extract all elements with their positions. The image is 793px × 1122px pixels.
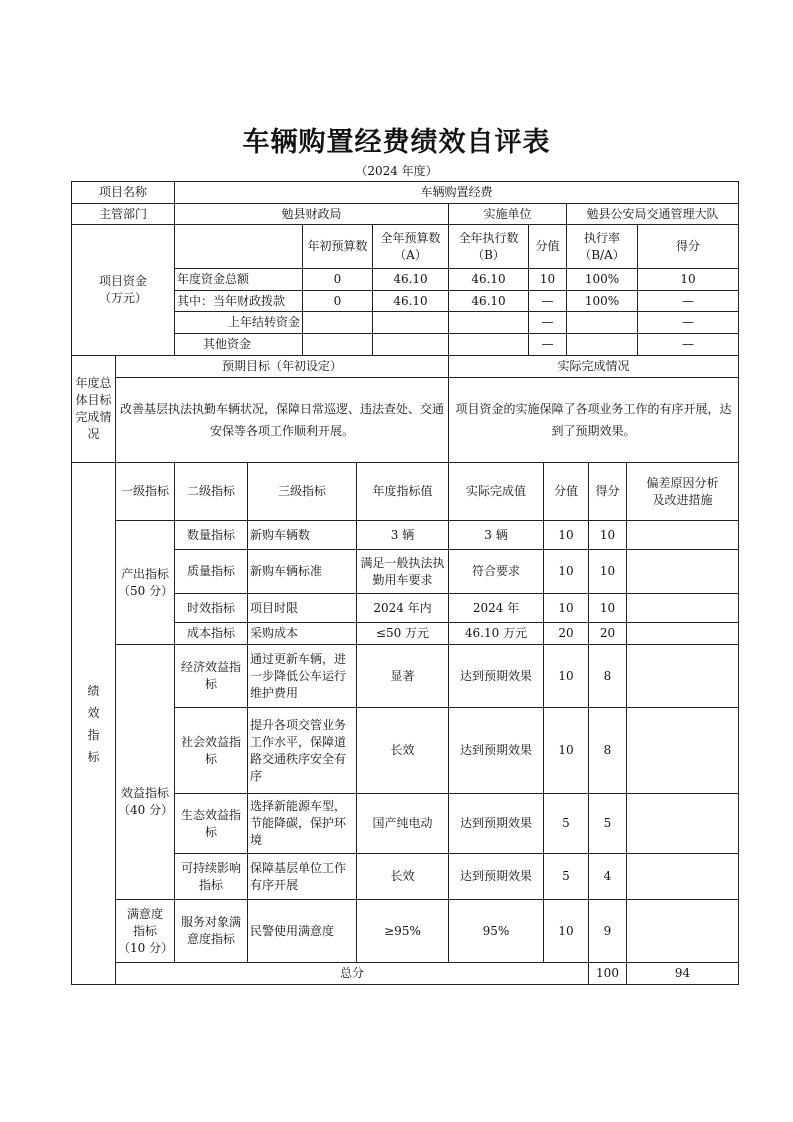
- header-score: 得分: [589, 463, 627, 521]
- funds-row-score: —: [638, 291, 739, 312]
- funds-row-name: 年度资金总额: [175, 269, 303, 291]
- funds-row-initial: 0: [303, 269, 373, 291]
- level3: 项目时限: [248, 594, 357, 623]
- targets-label-line: 体目标: [75, 393, 112, 407]
- header-level2: 二级指标: [175, 463, 248, 521]
- value: 10: [544, 645, 589, 708]
- funds-header-exec: [449, 225, 529, 269]
- deviation: [627, 594, 739, 623]
- funds-header-initial: 年初预算数: [303, 225, 373, 269]
- funds-row-rate: 100%: [567, 269, 638, 291]
- value: 5: [544, 854, 589, 900]
- funds-header-score-value: 分值: [529, 225, 567, 269]
- target: 2024 年内: [357, 594, 449, 623]
- group-output-name: 产出指标: [120, 566, 169, 581]
- target: ≤50 万元: [357, 623, 449, 645]
- table-row: [72, 645, 739, 708]
- funds-header-budget-l2: （A）: [394, 247, 427, 262]
- actual: 达到预期效果: [449, 645, 544, 708]
- funds-row-exec: [449, 334, 529, 356]
- targets-label-line: 况: [87, 427, 100, 441]
- deviation: [627, 550, 739, 594]
- funds-row-budget: 46.10: [373, 269, 449, 291]
- performance-label-char: 绩: [87, 683, 100, 698]
- funds-row-score-value: —: [529, 334, 567, 356]
- target: ≥95%: [357, 900, 449, 963]
- level2: 成本指标: [175, 623, 248, 645]
- level2: 数量指标: [175, 521, 248, 550]
- value: 20: [544, 623, 589, 645]
- target: 国产纯电动: [357, 794, 449, 854]
- page-subtitle: （2024 年度）: [355, 164, 438, 178]
- funds-row-score-value: —: [529, 312, 567, 334]
- funds-row-name: 上年结转资金: [175, 312, 303, 334]
- funds-row-initial: [303, 312, 373, 334]
- expected-text: 改善基层执法执勤车辆状况，保障日常巡逻、违法查处、交通安保等各项工作顺利开展。: [116, 378, 449, 463]
- funds-row-budget: [373, 312, 449, 334]
- funds-row-budget: 46.10: [373, 291, 449, 312]
- table-row: [72, 900, 739, 963]
- funds-row-rate: 100%: [567, 291, 638, 312]
- score: 10: [589, 521, 627, 550]
- header-level3: 三级指标: [248, 463, 357, 521]
- performance-label-char: 效: [87, 705, 100, 720]
- value: 10: [544, 708, 589, 794]
- actual: 达到预期效果: [449, 854, 544, 900]
- level2: 质量指标: [175, 550, 248, 594]
- performance-table: [71, 462, 739, 985]
- group-output-points: （50 分）: [118, 583, 174, 598]
- level3: 通过更新车辆，进一步降低公车运行维护费用: [248, 645, 357, 708]
- total-label: 总分: [116, 963, 589, 985]
- value: 10: [544, 900, 589, 963]
- project-name-label: 项目名称: [72, 182, 175, 204]
- actual-header: 实际完成情况: [449, 356, 739, 378]
- level2: 时效指标: [175, 594, 248, 623]
- funds-row-initial: 0: [303, 291, 373, 312]
- score: 4: [589, 854, 627, 900]
- expected-header: 预期目标（年初设定）: [116, 356, 449, 378]
- group-satisfaction-points: （10 分）: [118, 940, 174, 955]
- targets-label-line: 完成情: [75, 410, 112, 424]
- actual: 3 辆: [449, 521, 544, 550]
- page-title: 车辆购置经费绩效自评表: [242, 127, 551, 158]
- actual-text: 项目资金的实施保障了各项业务工作的有序开展，达到了预期效果。: [449, 378, 739, 463]
- funds-label: [72, 225, 175, 356]
- group-benefit-name: 效益指标: [120, 786, 169, 800]
- level3: 保障基层单位工作有序开展: [248, 854, 357, 900]
- value: 10: [544, 521, 589, 550]
- actual: 达到预期效果: [449, 794, 544, 854]
- funds-row-rate: [567, 334, 638, 356]
- funds-label-line1: 项目资金: [98, 274, 147, 288]
- score: 5: [589, 794, 627, 854]
- funds-row-name: 其他资金: [175, 334, 303, 356]
- funds-row-exec: 46.10: [449, 269, 529, 291]
- total-score: 94: [627, 963, 739, 985]
- funds-row-exec: [449, 312, 529, 334]
- group-satisfaction: [116, 900, 175, 963]
- funds-row-exec: 46.10: [449, 291, 529, 312]
- score: 8: [589, 708, 627, 794]
- group-benefit-points: （40 分）: [118, 803, 174, 817]
- total-row: [72, 963, 739, 985]
- dept-label: 主管部门: [72, 204, 175, 225]
- performance-label-char: 标: [87, 749, 100, 764]
- funds-row-score: —: [638, 334, 739, 356]
- funds-row-rate: [567, 312, 638, 334]
- header-target: 年度指标值: [357, 463, 449, 521]
- level2: 服务对象满意度指标: [175, 900, 248, 963]
- targets-table: [71, 355, 739, 463]
- level2: 生态效益指标: [175, 794, 248, 854]
- deviation: [627, 521, 739, 550]
- header-value: 分值: [544, 463, 589, 521]
- funds-header-exec-l1: 全年执行数: [458, 230, 519, 245]
- funds-header-exec-l2: （B）: [472, 247, 505, 262]
- funds-row-score-value: 10: [529, 269, 567, 291]
- value: 10: [544, 594, 589, 623]
- funds-row-initial: [303, 334, 373, 356]
- table-row: [72, 521, 739, 550]
- header-actual: 实际完成值: [449, 463, 544, 521]
- total-value: 100: [589, 963, 627, 985]
- group-benefit: [116, 645, 175, 900]
- funds-row-name: 其中：当年财政拨款: [175, 291, 303, 312]
- funds-header-budget-l1: 全年预算数: [380, 230, 441, 245]
- level3: 民警使用满意度: [248, 900, 357, 963]
- target: 3 辆: [357, 521, 449, 550]
- target: 显著: [357, 645, 449, 708]
- target: 长效: [357, 708, 449, 794]
- value: 5: [544, 794, 589, 854]
- performance-label-char: 指: [87, 727, 100, 742]
- level3: 选择新能源车型，节能降碳，保护环境: [248, 794, 357, 854]
- funds-row-score-value: —: [529, 291, 567, 312]
- funds-row-score: 10: [638, 269, 739, 291]
- actual: 符合要求: [449, 550, 544, 594]
- level3: 新购车辆标准: [248, 550, 357, 594]
- targets-label-line: 年度总: [75, 376, 112, 390]
- target: 长效: [357, 854, 449, 900]
- funds-header-budget: [373, 225, 449, 269]
- targets-label: [72, 356, 116, 463]
- deviation: [627, 900, 739, 963]
- score: 9: [589, 900, 627, 963]
- actual: 2024 年: [449, 594, 544, 623]
- funds-header-rate-l2: （B/A）: [579, 247, 625, 262]
- group-satisfaction-name-2: 指标: [132, 923, 157, 938]
- level3: 提升各项交管业务工作水平，保障道路交通秩序安全有序: [248, 708, 357, 794]
- level2: 社会效益指标: [175, 708, 248, 794]
- deviation: [627, 708, 739, 794]
- deviation: [627, 623, 739, 645]
- level3: 新购车辆数: [248, 521, 357, 550]
- level3: 采购成本: [248, 623, 357, 645]
- project-name: 车辆购置经费: [175, 182, 739, 204]
- impl: 勉县公安局交通管理大队: [567, 204, 739, 225]
- score: 10: [589, 594, 627, 623]
- deviation: [627, 794, 739, 854]
- funds-table: [71, 181, 739, 356]
- actual: 46.10 万元: [449, 623, 544, 645]
- level2: 经济效益指标: [175, 645, 248, 708]
- funds-row-score: —: [638, 312, 739, 334]
- funds-header-rate: [567, 225, 638, 269]
- score: 10: [589, 550, 627, 594]
- funds-header-blank: [175, 225, 303, 269]
- actual: 95%: [449, 900, 544, 963]
- funds-label-line2: （万元）: [98, 291, 147, 305]
- header-deviation: [627, 463, 739, 521]
- deviation: [627, 645, 739, 708]
- funds-row-budget: [373, 334, 449, 356]
- deviation: [627, 854, 739, 900]
- actual: 达到预期效果: [449, 708, 544, 794]
- score: 8: [589, 645, 627, 708]
- funds-header-score: 得分: [638, 225, 739, 269]
- header-level1: 一级指标: [116, 463, 175, 521]
- impl-label: 实施单位: [449, 204, 567, 225]
- level2: 可持续影响指标: [175, 854, 248, 900]
- header-deviation-l1: 偏差原因分析: [646, 475, 719, 490]
- dept: 勉县财政局: [175, 204, 449, 225]
- target: 满足一般执法执勤用车要求: [357, 550, 449, 594]
- value: 10: [544, 550, 589, 594]
- score: 20: [589, 623, 627, 645]
- group-satisfaction-name: 满意度: [126, 906, 163, 921]
- header-deviation-l2: 及改进措施: [652, 492, 713, 507]
- group-output: [116, 521, 175, 645]
- funds-header-rate-l1: 执行率: [583, 230, 620, 245]
- performance-label: [72, 463, 116, 985]
